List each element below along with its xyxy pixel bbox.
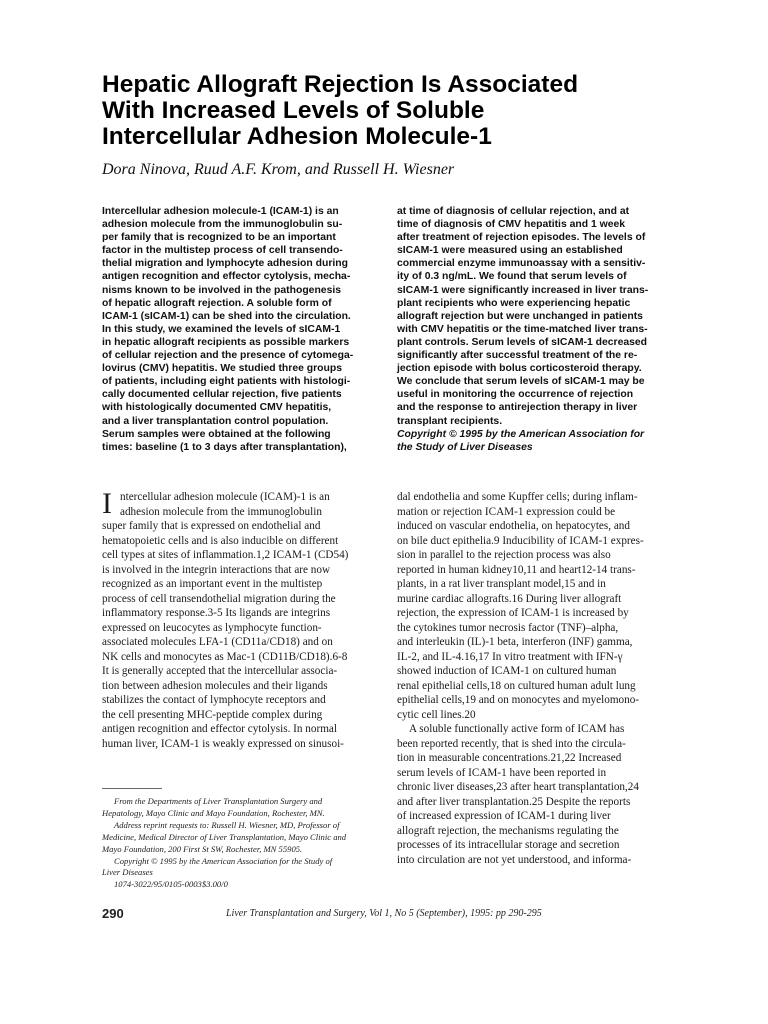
footnote-line: 1074-3022/95/0105-0003$3.00/0 (114, 879, 228, 890)
body-line: serum levels of ICAM-1 have been reported in (397, 766, 607, 779)
body-line: murine cardiac allografts.16 During liver allograft (397, 592, 622, 605)
body-line: super family that is expressed on endothelial and (102, 520, 321, 532)
author-list: Dora Ninova, Ruud A.F. Krom, and Russell H. Wiesner (102, 161, 455, 178)
journal-citation: Liver Transplantation and Surgery, Vol 1, No 5 (September), 1995: pp 290-295 (226, 908, 542, 919)
abstract-line: nisms known to be involved in the pathogenesis (102, 284, 342, 296)
body-line-text: ntercellular adhesion molecule (ICAM)-1 is an (120, 491, 330, 503)
body-right-column (397, 490, 673, 867)
article-title (102, 72, 702, 150)
abstract-line: of patients, including eight patients with histologi- (102, 376, 351, 388)
title-line: Intercellular Adhesion Molecule-1 (102, 123, 492, 150)
footnote-line: Liver Diseases (102, 867, 153, 878)
abstract-line: jection episode with bolus corticosteroid therapy. (397, 363, 642, 375)
footnote-line: Copyright © 1995 by the American Association for the Study of (114, 855, 333, 866)
body-line: tion between adhesion molecules and their ligands (102, 679, 328, 692)
body-line: process of cell transendothelial migration during the (102, 592, 336, 605)
body-line: recognized as an important event in the multistep (102, 578, 323, 590)
abstract-line: thelial migration and lymphocyte adhesion during (102, 258, 348, 270)
abstract-line: with histologically documented CMV hepatitis, (102, 402, 332, 414)
body-line: the cell presenting MHC-peptide complex during (102, 708, 323, 721)
body-line: adhesion molecule from the immunoglobulin (120, 505, 322, 518)
body-line: It is generally accepted that the intercellular associa- (102, 665, 338, 677)
footnote-line: Address reprint requests to: Russell H. Wiesner, MD, Professor of (114, 819, 340, 830)
body-line: showed induction of ICAM-1 on cultured human (397, 665, 617, 677)
abstract-line: Intercellular adhesion molecule-1 (ICAM-1) is an (102, 206, 339, 217)
body-line: processes of its intracellular storage and secretion (397, 839, 620, 851)
abstract-line: factor in the multistep process of cell transendo- (102, 245, 343, 257)
body-line: sion in parallel to the rejection process was also (397, 549, 611, 561)
body-line: rejection, the expression of ICAM-1 is increased by (397, 607, 629, 619)
body-line: plants, in a rat liver transplant model,15 and in (397, 578, 606, 590)
abstract-copyright-line: Copyright © 1995 by the American Association for (397, 428, 645, 440)
abstract-line: after treatment of rejection episodes. The levels of (397, 232, 646, 244)
body-line: been reported recently, that is shed into the circula- (397, 737, 626, 750)
footnotes (102, 796, 378, 891)
body-line: reported in human kidney10,11 and heart12-14 trans- (397, 563, 636, 576)
abstract-line: of hepatic allograft rejection. A soluble form of (102, 297, 332, 309)
body-line: allograft rejection, the mechanisms regulating the (397, 824, 619, 837)
footnote-line: From the Departments of Liver Transplantation Surgery and (114, 796, 323, 806)
body-line: associated molecules LFA-1 (CD11a/CD18) and on (102, 636, 333, 648)
body-line: the cytokines tumor necrosis factor (TNF)–alpha, (397, 621, 619, 634)
footnote-line: Medicine, Medical Director of Liver Transplantation, Mayo Clinic and (102, 831, 347, 842)
abstract-line: and a liver transplantation control population. (102, 415, 329, 427)
body-line: A soluble functionally active form of ICAM has (409, 723, 625, 735)
abstract-line: at time of diagnosis of cellular rejection, and at (397, 206, 630, 217)
abstract-line: per family that is recognized to be an important (102, 232, 336, 244)
abstract-line: Serum samples were obtained at the following (102, 428, 331, 440)
abstract-line: ICAM-1 (sICAM-1) can be shed into the circulation. (102, 310, 351, 322)
abstract-line: in hepatic allograft recipients as possible markers (102, 336, 350, 348)
abstract-line: lovirus (CMV) hepatitis. We studied three groups (102, 363, 342, 375)
body-line: IL-2, and IL-4.16,17 In vitro treatment with IFN-γ (397, 650, 623, 663)
title-line: Hepatic Allograft Rejection Is Associated (102, 71, 579, 98)
abstract-line: time of diagnosis of CMV hepatitis and 1 week (397, 219, 626, 231)
abstract-line: commercial enzyme immunoassay with a sensitiv- (397, 258, 646, 270)
abstract-line: of cellular rejection and the presence of cytomega- (102, 350, 354, 362)
abstract-left-column (102, 205, 378, 454)
body-line: dal endothelia and some Kupffer cells; during inflam- (397, 491, 638, 503)
abstract-line: with CMV hepatitis or the time-matched liver trans- (397, 323, 648, 335)
body-line: and interleukin (IL)-1 beta, interferon (INF) gamma, (397, 636, 633, 648)
body-line: epithelial cells,19 and on monocytes and myelomono- (397, 694, 640, 706)
body-line: cytic cell lines.20 (397, 708, 476, 721)
abstract-line: ity of 0.3 ng/mL. We found that serum levels of (397, 271, 627, 283)
body-left-column (102, 487, 378, 751)
body-line: tion in measurable concentrations.21,22 Increased (397, 752, 622, 764)
abstract-line: sICAM-1 were significantly increased in liver trans- (397, 284, 649, 296)
body-line: and after liver transplantation.25 Despite the reports (397, 795, 631, 808)
body-line: inflammatory response.3-5 Its ligands are integrins (102, 607, 331, 619)
abstract-line: times: baseline (1 to 3 days after transplantation), (102, 441, 347, 453)
body-line: hematopoietic cells and is also inducible on different (102, 534, 339, 547)
abstract-line: antigen recognition and effector cytolysis, mecha- (102, 271, 351, 283)
body-line: cell types at sites of inflammation.1,2 ICAM-1 (CD54) (102, 549, 349, 561)
body-line: renal epithelial cells,18 on cultured human adult lung (397, 679, 636, 692)
body-line: NK cells and monocytes as Mac-1 (CD11B/CD18).6-8 (102, 650, 348, 663)
footnote-line: Mayo Foundation, 200 First St SW, Rochester, MN 55905. (102, 843, 303, 854)
abstract-line: plant recipients who were experiencing hepatic (397, 297, 631, 309)
body-line: chronic liver diseases,23 after heart transplantation,24 (397, 781, 639, 793)
title-line: With Increased Levels of Soluble (102, 97, 485, 124)
abstract-line: allograft rejection but were unchanged in patients (397, 310, 643, 322)
body-line: human liver, ICAM-1 is weakly expressed on sinusoi- (102, 737, 344, 750)
abstract-line: transplant recipients. (397, 415, 503, 427)
body-line: expressed on leucocytes as lymphocyte function- (102, 621, 322, 634)
body-line: is involved in the integrin interactions that are now (102, 563, 331, 576)
abstract-line: plant controls. Serum levels of sICAM-1 decreased (397, 336, 648, 348)
abstract-line: In this study, we examined the levels of sICAM-1 (102, 323, 341, 335)
abstract-copyright-line: the Study of Liver Diseases (397, 441, 533, 453)
drop-cap: I (102, 487, 112, 520)
abstract-line: useful in monitoring the occurrence of rejection (397, 389, 634, 401)
abstract-line: sICAM-1 were measured using an established (397, 245, 623, 257)
body-line: of increased expression of ICAM-1 during liver (397, 810, 611, 822)
abstract-line: cally documented cellular rejection, five patients (102, 389, 342, 401)
body-line: into circulation are not yet understood, and informa- (397, 853, 632, 866)
body-line: on bile duct epithelia.9 Inducibility of ICAM-1 expres- (397, 534, 644, 547)
abstract-line: adhesion molecule from the immunoglobulin su- (102, 219, 343, 231)
abstract-line: significantly after successful treatment of the re- (397, 350, 638, 362)
abstract-right-column (397, 205, 673, 454)
body-line: induced on vascular endothelia, on hepatocytes, and (397, 520, 630, 532)
footnote-line: Hepatology, Mayo Clinic and Mayo Foundation, Rochester, MN. (102, 807, 325, 818)
body-line: stabilizes the contact of lymphocyte receptors and (102, 694, 326, 706)
footnote-divider (102, 788, 162, 789)
abstract-line: and the response to antirejection therapy in liver (397, 402, 638, 414)
page-number: 290 (102, 906, 124, 921)
body-line: mation or rejection ICAM-1 expression could be (397, 505, 616, 518)
body-line: antigen recognition and effector cytolysis. In normal (102, 723, 337, 735)
abstract-line: We conclude that serum levels of sICAM-1 may be (397, 376, 645, 388)
